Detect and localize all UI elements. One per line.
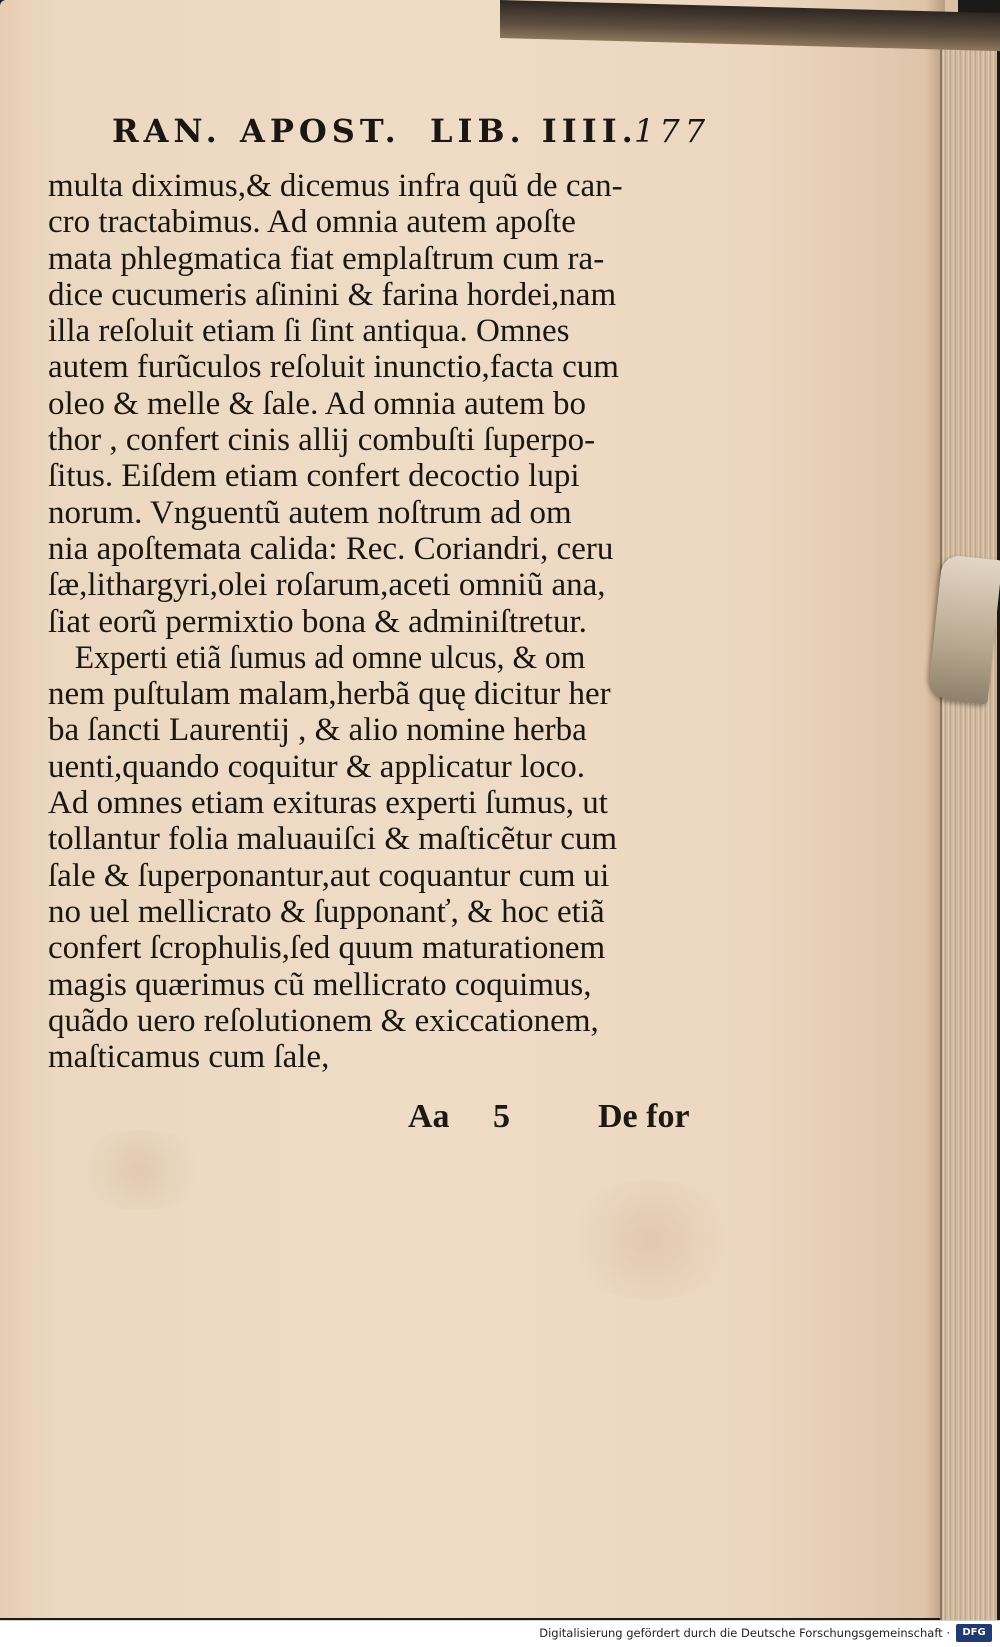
page-number: 177 — [634, 112, 711, 150]
text-line: dice cucumeris aſinini & farina hordei,nam — [48, 276, 617, 313]
signature-mark: Aa — [408, 1098, 450, 1135]
header-center-left: APOST. — [240, 112, 401, 150]
text-line: Ad omnes etiam exituras experti ſumus, ut — [48, 785, 608, 822]
text-line: illa reſoluit etiam ſi ſint antiqua. Omnes — [48, 313, 570, 350]
text-line: ſale & ſuperponantur,aut coquantur cum ui — [48, 857, 610, 894]
text-line: tollantur folia maluauiſci & maſticẽtur cum — [48, 821, 618, 858]
paper-stain — [560, 1180, 740, 1300]
text-line: Experti etiã ſumus ad omne ulcus, & om — [74, 639, 586, 676]
dfg-logo: DFG — [956, 1624, 992, 1642]
text-line: norum. Vnguentũ autem noſtrum ad om — [48, 494, 572, 531]
body-text — [48, 168, 693, 1075]
text-line: multa diximus,& dicemus infra quũ de can- — [48, 168, 623, 204]
signature-number: 5 — [493, 1098, 510, 1135]
text-line: quãdo uero reſolutionem & exiccationem, — [48, 1002, 599, 1039]
book-page-edges — [940, 30, 997, 1620]
text-line: mata phlegmatica fiat emplaſtrum cum ra- — [48, 240, 605, 277]
footer-credit: Digitalisierung gefördert durch die Deutsche Forschungsgemeinschaft · — [539, 1626, 950, 1640]
catchword: De for — [598, 1098, 690, 1135]
text-line: no uel mellicrato & ſupponanť, & hoc etiã — [48, 893, 605, 930]
signature-line — [408, 1098, 698, 1142]
text-line: oleo & melle & ſale. Ad omnia autem bo — [48, 385, 586, 422]
text-line: ſitus. Eiſdem etiam confert decoctio lupi — [48, 458, 580, 495]
text-line: nia apoſtemata calida: Rec. Coriandri, ceru — [48, 530, 614, 567]
header-left: RAN. — [112, 112, 222, 150]
footer-bar — [0, 1620, 1000, 1647]
text-line: cro tractabimus. Ad omnia autem apoſte — [48, 204, 576, 241]
text-line: nem puſtulam malam,herbã quę dicitur her — [48, 676, 611, 713]
text-line: confert ſcrophulis,ſed quum maturationem — [48, 930, 606, 967]
text-line: uenti,quando coquitur & applicatur loco. — [48, 748, 586, 785]
text-line: ba ſancti Laurentij , & alio nomine herba — [48, 712, 587, 749]
header-center-right: LIB. IIII. — [430, 112, 638, 150]
text-line: autem furũculos reſoluit inunctio,facta cum — [48, 349, 619, 386]
text-line: magis quærimus cũ mellicrato coquimus, — [48, 966, 592, 1003]
text-line: ſiat eorũ permixtio bona & adminiſtretur. — [48, 603, 587, 640]
text-line: thor , confert cinis allij combuſti ſuperpo- — [48, 422, 596, 459]
text-line: ſæ,lithargyri,olei roſarum,aceti omniũ ana, — [48, 567, 606, 604]
running-header — [112, 112, 711, 156]
text-line: maſticamus cum ſale, — [48, 1039, 330, 1076]
paper-stain — [70, 1130, 210, 1210]
